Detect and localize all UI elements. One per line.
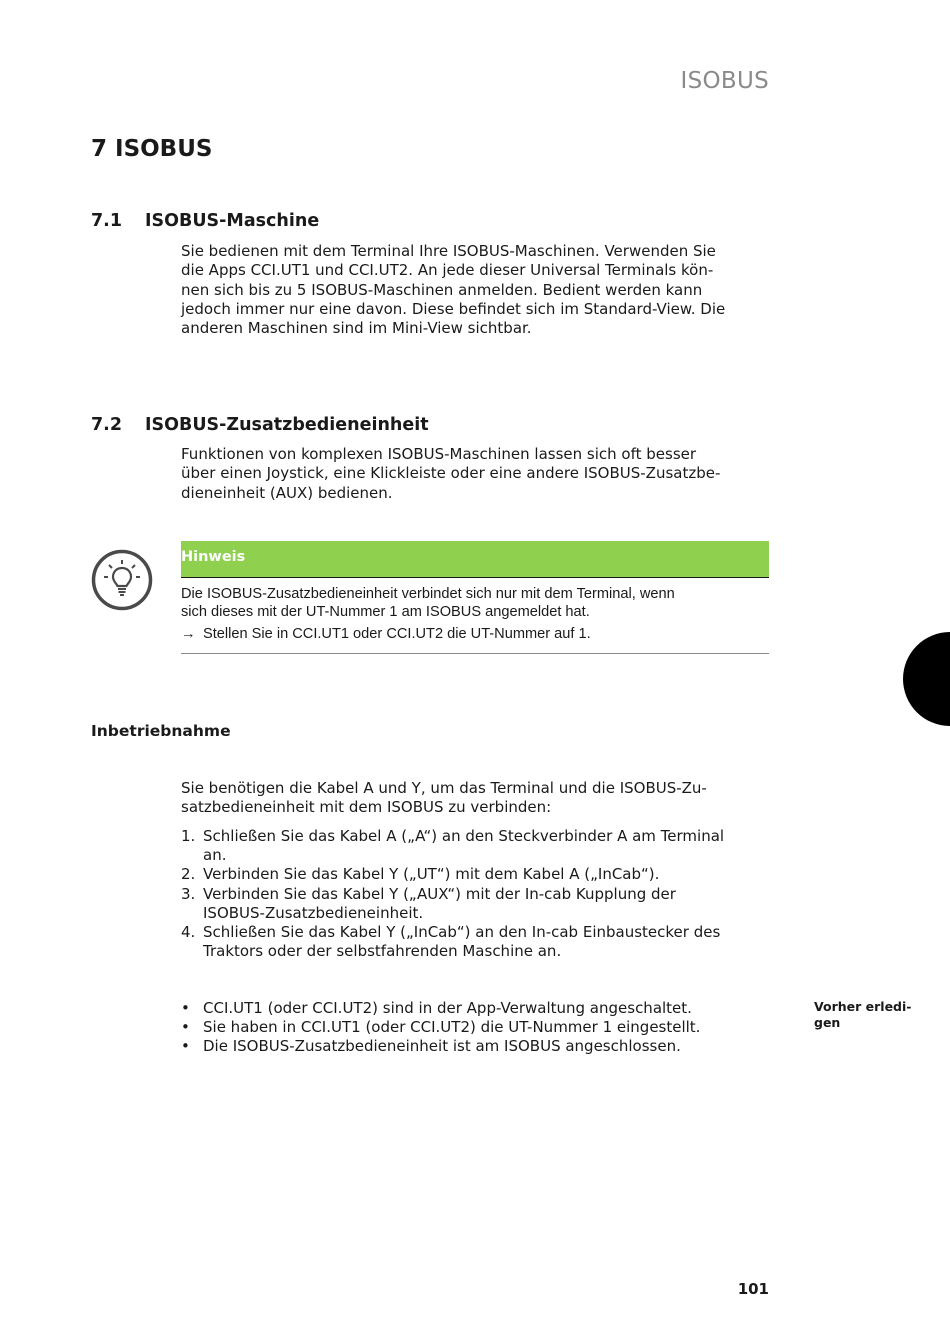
step-line: an. [203, 846, 227, 865]
prerequisite-text: Die ISOBUS-Zusatzbedieneinheit ist am ISOBUS angeschlossen. [203, 1037, 681, 1056]
running-header: ISOBUS [680, 68, 769, 94]
chapter-title: 7 ISOBUS [91, 136, 213, 162]
section-7-2-paragraph [181, 445, 771, 503]
arrow-right-icon: → [181, 626, 196, 642]
section-number: 7.2 [91, 415, 123, 435]
paragraph-line: Funktionen von komplexen ISOBUS-Maschinen lassen sich oft besser [181, 445, 697, 463]
step-number: 4. [181, 923, 196, 942]
paragraph-line: jedoch immer nur eine davon. Diese befindet sich im Standard-View. Die [181, 299, 726, 318]
note-line: sich dieses mit der UT-Nummer 1 am ISOBUS angemeldet hat. [181, 604, 590, 620]
section-7-1-paragraph [181, 242, 771, 338]
paragraph-line: dieneinheit (AUX) bedienen. [181, 483, 393, 502]
note-action-text: Stellen Sie in CCI.UT1 oder CCI.UT2 die UT-Nummer auf 1. [203, 626, 591, 642]
step-line: Schließen Sie das Kabel A („A“) an den Steckverbinder A am Terminal [203, 827, 725, 845]
note-header-bar [181, 541, 769, 578]
note-title: Hinweis [181, 549, 246, 565]
section-heading-7-1 [91, 211, 319, 231]
bullet-icon: • [181, 1037, 190, 1056]
list-item [181, 1037, 771, 1056]
section-title: ISOBUS-Maschine [145, 211, 320, 231]
page-number: 101 [737, 1280, 769, 1298]
section-heading-7-2 [91, 415, 429, 435]
step-line: Schließen Sie das Kabel Y („InCab“) an den In-cab Einbaustecker des [203, 923, 721, 942]
step-line: Verbinden Sie das Kabel Y („UT“) mit dem Kabel A („InCab“). [203, 865, 660, 884]
step-number: 1. [181, 827, 196, 845]
note-line: Die ISOBUS-Zusatzbedieneinheit verbindet sich nur mit dem Terminal, wenn [181, 586, 675, 602]
list-item [181, 1018, 771, 1037]
paragraph-line: Sie bedienen mit dem Terminal Ihre ISOBUS-Maschinen. Verwenden Sie [181, 242, 716, 260]
step-line: Verbinden Sie das Kabel Y („AUX“) mit der In-cab Kupplung der [203, 884, 676, 903]
lightbulb-icon [91, 549, 153, 611]
paragraph-line: anderen Maschinen sind im Mini-View sichtbar. [181, 319, 532, 338]
margin-label [814, 999, 924, 1031]
step-line: Traktors oder der selbstfahrenden Maschine an. [203, 942, 562, 961]
commissioning-intro [181, 779, 771, 818]
margin-label-line: Vorher erledi- [814, 999, 912, 1014]
list-item [181, 999, 771, 1018]
note-action [181, 625, 769, 643]
prerequisite-text: CCI.UT1 (oder CCI.UT2) sind in der App-Verwaltung angeschaltet. [203, 999, 692, 1017]
paragraph-line: über einen Joystick, eine Klickleiste oder eine andere ISOBUS-Zusatzbe- [181, 464, 721, 483]
note-divider [181, 653, 769, 654]
bullet-icon: • [181, 1018, 190, 1037]
margin-label-line: gen [814, 1015, 841, 1030]
paragraph-line: Sie benötigen die Kabel A und Y, um das Terminal und die ISOBUS-Zu- [181, 779, 707, 797]
step-number: 3. [181, 884, 196, 903]
steps-list [181, 827, 771, 961]
list-item [181, 827, 771, 865]
bullet-icon: • [181, 999, 190, 1017]
section-title: ISOBUS-Zusatzbedieneinheit [145, 415, 429, 435]
paragraph-line: satzbedieneinheit mit dem ISOBUS zu verbinden: [181, 798, 552, 817]
prerequisite-text: Sie haben in CCI.UT1 (oder CCI.UT2) die UT-Nummer 1 eingestellt. [203, 1018, 701, 1037]
note-body [181, 585, 769, 643]
step-number: 2. [181, 865, 196, 884]
list-item [181, 865, 771, 884]
prerequisites-list [181, 999, 771, 1057]
subsection-heading: Inbetriebnahme [91, 722, 231, 740]
step-line: ISOBUS-Zusatzbedieneinheit. [203, 903, 424, 922]
section-number: 7.1 [91, 211, 123, 231]
paragraph-line: die Apps CCI.UT1 und CCI.UT2. An jede dieser Universal Terminals kön- [181, 261, 714, 280]
list-item [181, 923, 771, 961]
paragraph-line: nen sich bis zu 5 ISOBUS-Maschinen anmelden. Bedient werden kann [181, 280, 703, 299]
list-item [181, 885, 771, 923]
chapter-tab-marker [903, 632, 950, 726]
